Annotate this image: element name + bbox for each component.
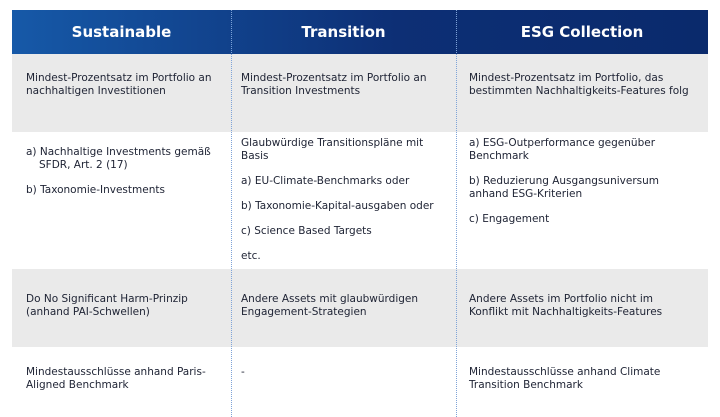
cell-text: Andere Assets mit glaubwürdigen Engagement-Strategien	[241, 293, 419, 318]
table-cell	[241, 72, 446, 98]
table-cell	[469, 72, 689, 98]
cell-text: c) Science Based Targets	[241, 225, 372, 237]
column-divider	[231, 10, 232, 417]
cell-text: b) Taxonomie-Kapital-ausgaben oder	[241, 200, 434, 212]
cell-text: b) Taxonomie-Investments	[26, 184, 165, 196]
header-transition: Transition	[301, 23, 386, 41]
cell-text: a) ESG-Outperformance gegenüber Benchmark	[469, 137, 656, 162]
cell-text: Do No Significant Harm-Prinzip (anhand PAI-Schwellen)	[26, 293, 188, 318]
table-cell	[241, 137, 441, 263]
cell-text: b) Reduzierung Ausgangsuniversum anhand ESG-Kriterien	[469, 175, 659, 200]
table-cell	[26, 146, 226, 197]
cell-text: Mindestausschlüsse anhand Paris-Aligned Benchmark	[26, 366, 206, 391]
cell-text: Mindestausschlüsse anhand Climate Transition Benchmark	[469, 366, 661, 391]
header-sustainable: Sustainable	[71, 23, 172, 41]
table-cell	[26, 72, 221, 98]
cell-text: Mindest-Prozentsatz im Portfolio an nachhaltigen Investitionen	[26, 72, 212, 97]
cell-text: Glaubwürdige Transitionspläne mit Basis	[241, 137, 424, 162]
table-header	[12, 10, 708, 54]
cell-text: Andere Assets im Portfolio nicht im Konflikt mit Nachhaltigkeits-Features	[469, 293, 663, 318]
table-cell	[469, 293, 689, 319]
cell-text: SFDR, Art. 2 (17)	[39, 159, 128, 171]
table-cell	[241, 293, 436, 319]
table-cell	[26, 366, 221, 392]
cell-text: a) EU-Climate-Benchmarks oder	[241, 175, 410, 187]
header-esg-collection: ESG Collection	[520, 23, 644, 41]
cell-text: etc.	[241, 250, 261, 262]
cell-text: Mindest-Prozentsatz im Portfolio an Transition Investments	[241, 72, 427, 97]
table-cell	[469, 366, 689, 392]
table-cell	[469, 137, 669, 226]
column-divider	[456, 10, 457, 417]
table-cell	[241, 366, 436, 379]
cell-text: Mindest-Prozentsatz im Portfolio, das bestimmten Nachhaltigkeits-Features folg	[469, 72, 689, 97]
cell-text: c) Engagement	[469, 213, 550, 225]
cell-text: a) Nachhaltige Investments gemäß	[26, 146, 211, 158]
cell-text: -	[241, 366, 245, 378]
table-cell	[26, 293, 221, 319]
